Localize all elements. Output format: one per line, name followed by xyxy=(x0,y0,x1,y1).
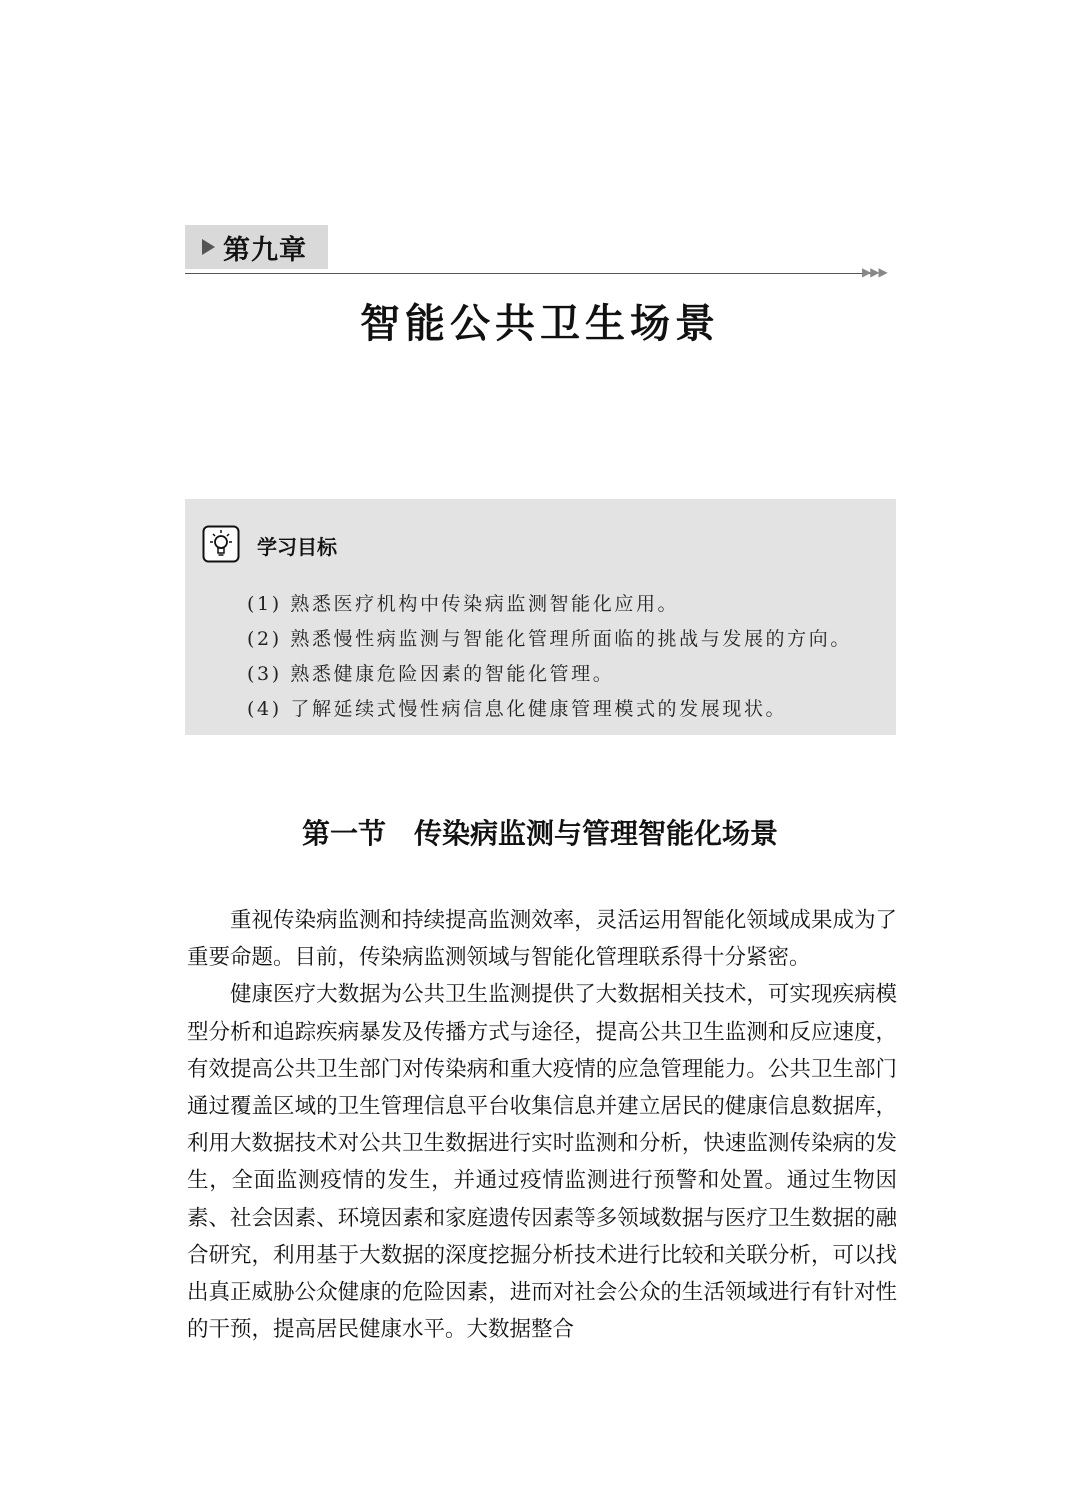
objectives-list xyxy=(247,587,852,727)
objectives-title: 学习目标 xyxy=(257,535,337,559)
objective-item: (3) 熟悉健康危险因素的智能化管理。 xyxy=(247,663,615,685)
lightbulb-icon xyxy=(202,525,240,563)
learning-objectives-box xyxy=(185,499,896,735)
chapter-rule xyxy=(185,273,871,274)
paragraph: 健康医疗大数据为公共卫生监测提供了大数据相关技术，可实现疾病模型分析和追踪疾病暴发及传播方式与途径，提高公共卫生监测和反应速度，有效提高公共卫生部门对传染病和重大疫情的应急管理能力。公共卫生部门通过覆盖区域的卫生管理信息平台收集信息并建立居民的健康信息数据库，利用大数据技术对公共卫生数据进行实时监测和分析，快速监测传染病的发生，全面监测疫情的发生，并通过疫情监测进行预警和处置。通过生物因素、社会因素、环境因素和家庭遗传因素等多领域数据与医疗卫生数据的融合研究，利用基于大数据的深度挖掘分析技术进行比较和关联分析，可以找出真正威胁公众健康的危险因素，进而对社会公众的生活领域进行有针对性的干预，提高居民健康水平。大数据整合 xyxy=(187,982,897,1343)
chapter-tab xyxy=(185,225,328,269)
chapter-label: 第九章 xyxy=(223,234,307,266)
chevron-arrows-icon: ▶▶▶ xyxy=(862,265,887,279)
paragraph: 重视传染病监测和持续提高监测效率，灵活运用智能化领域成果成为了重要命题。目前，传染病监测领域与智能化管理联系得十分紧密。 xyxy=(187,908,897,971)
objective-item: (2) 熟悉慢性病监测与智能化管理所面临的挑战与发展的方向。 xyxy=(247,628,852,650)
body-text xyxy=(187,902,897,1348)
triangle-marker-icon xyxy=(202,239,215,255)
objective-item: (4) 了解延续式慢性病信息化健康管理模式的发展现状。 xyxy=(247,698,788,720)
section-title: 第一节 传染病监测与管理智能化场景 xyxy=(301,817,778,850)
chapter-title: 智能公共卫生场景 xyxy=(360,300,720,347)
objective-item: (1) 熟悉医疗机构中传染病监测智能化应用。 xyxy=(247,593,680,615)
